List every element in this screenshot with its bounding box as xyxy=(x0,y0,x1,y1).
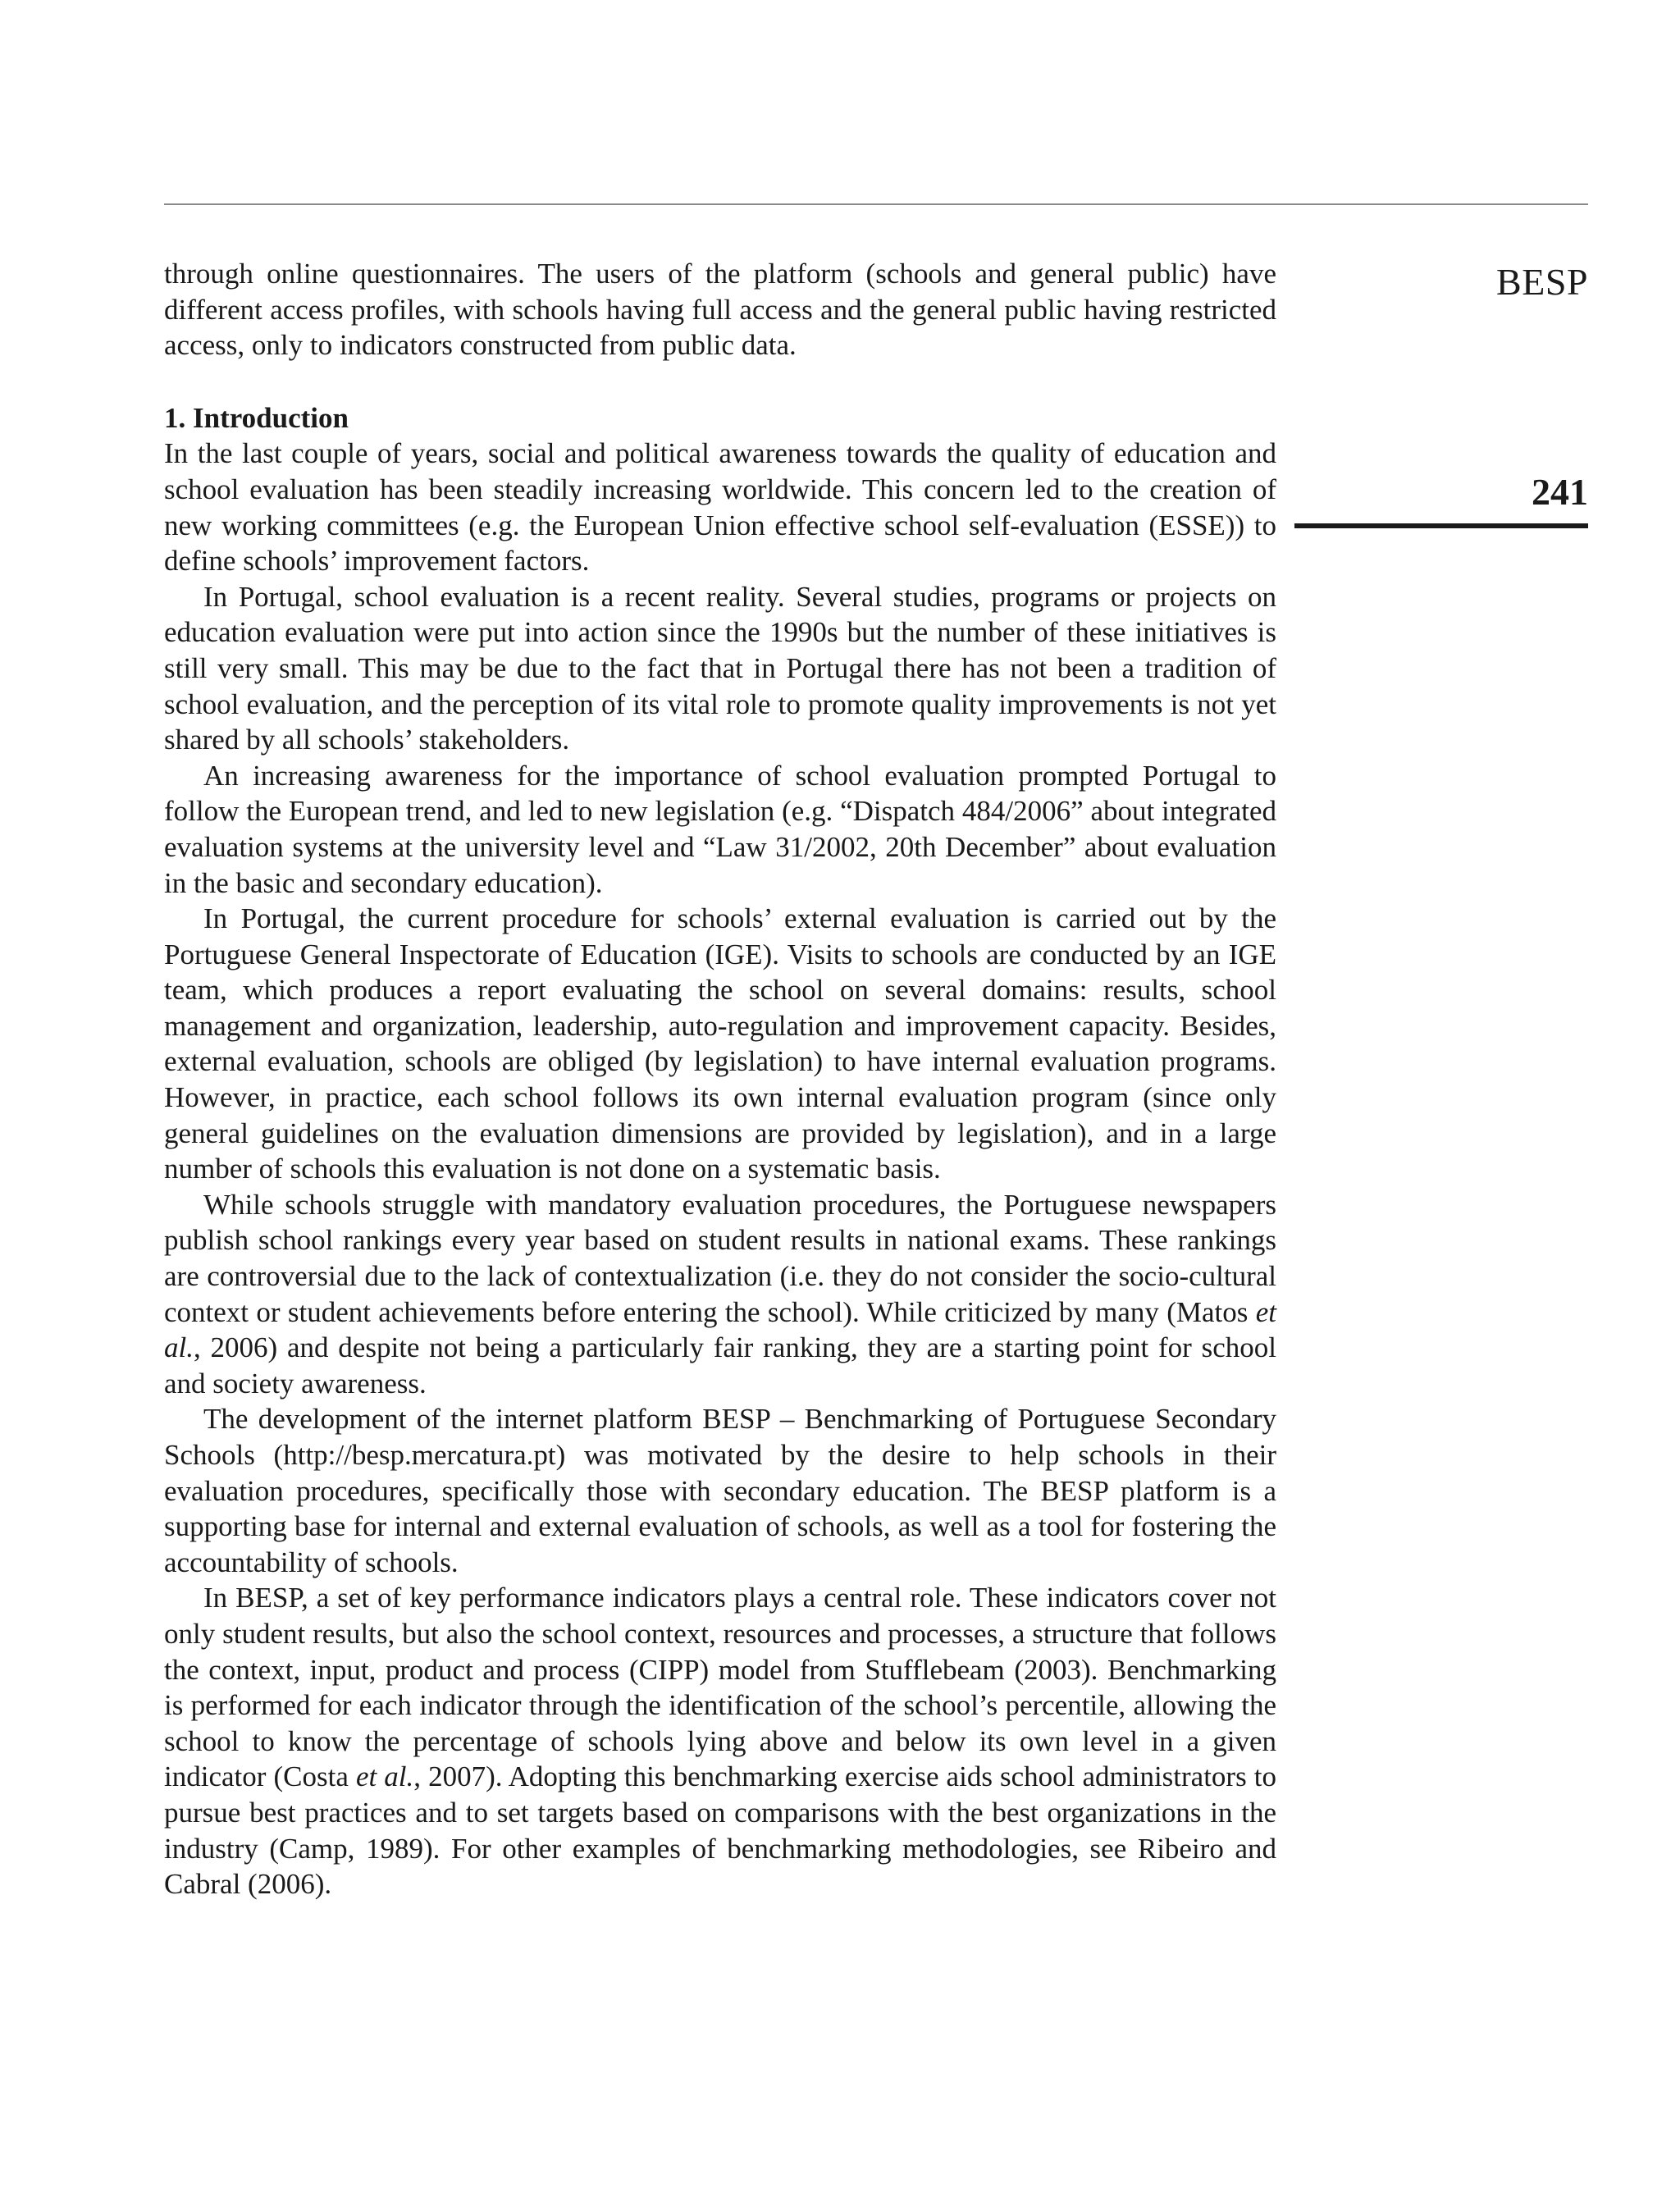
paragraph-2: In Portugal, school evaluation is a recent reality. Several studies, programs or projects on education evaluation were put into action since the 1990s but the number of these initiatives is still very small. This may be due to the fact that in Portugal there has not been a tradition of school evaluation, and the perception of its vital role to promote quality improvements is not yet shared by all schools’ stakeholders. xyxy=(164,580,1276,756)
paragraph-7-text-b: , 2007). Adopting this benchmarking exercise aids school administrators to pursue best practices and to set targets based on comparisons with the best organizations in the industry (Camp, 1989). For other examples of benchmarking methodologies, see Ribeiro and Cabral (2006). xyxy=(164,1760,1277,1901)
opening-paragraph: through online questionnaires. The users of the platform (schools and general public) have different access profiles, with schools having full access and the general public having restricted access, only to indicators constructed from public data. xyxy=(164,258,1276,362)
paragraph-5-text-b: , 2006) and despite not being a particularly fair ranking, they are a starting point for school and society awareness. xyxy=(164,1331,1276,1400)
paragraph-5-citation-etal: et al. xyxy=(164,1295,1276,1364)
paragraph-5-text-a: While schools struggle with mandatory evaluation procedures, the Portuguese newspapers publish school rankings every year based on student results in national exams. These rankings are controversial due to the lack of contextualization (i.e. they do not consider the socio-cultural context or student achievements before entering the school). While criticized by many (Matos xyxy=(164,1188,1276,1328)
paragraph-7 xyxy=(164,1580,1276,1902)
journal-running-head: BESP xyxy=(1496,261,1588,303)
paragraph-4: In Portugal, the current procedure for schools’ external evaluation is carried out by the Portuguese General Inspectorate of Education (IGE). Visits to schools are conducted by an IGE team, which produces a report evaluating the school on several domains: results, school management and organization, leadership, auto-regulation and improvement capacity. Besides, external evaluation, schools are obliged (by legislation) to have internal evaluation programs. However, in practice, each school follows its own internal evaluation program (since only general guidelines on the evaluation dimensions are provided by legislation), and in a large number of schools this evaluation is not done on a systematic basis. xyxy=(164,902,1276,1185)
page-number: 241 xyxy=(1532,471,1588,513)
paragraph-3: An increasing awareness for the importance of school evaluation prompted Portugal to follow the European trend, and led to new legislation (e.g. “Dispatch 484/2006” about integrated evaluation systems at the university level and “Law 31/2002, 20th December” about evaluation in the basic and secondary education). xyxy=(164,759,1276,899)
page-number-rule xyxy=(1294,523,1588,528)
paragraph-7-text-a: In BESP, a set of key performance indicators plays a central role. These indicators cover not only student results, but also the school context, resources and processes, a structure that follows the context, input, product and process (CIPP) model from Stufflebeam (2003). Benchmarking is performed for each indicator through the identification of the school’s percentile, allowing the school to know the percentage of schools lying above and below its own level in a given indicator (Costa xyxy=(164,1582,1276,1793)
paragraph-6: The development of the internet platform BESP – Benchmarking of Portuguese Secondary Schools (http://besp.mercatura.pt) was motivated by the desire to help schools in their evaluation procedures, specifically those with secondary education. The BESP platform is a supporting base for internal and external evaluation of schools, as well as a tool for fostering the accountability of schools. xyxy=(164,1403,1276,1578)
header-rule xyxy=(164,203,1588,205)
main-text-column xyxy=(164,256,1276,1902)
paragraph-7-citation-etal: et al. xyxy=(355,1760,414,1793)
paragraph-1: In the last couple of years, social and political awareness towards the quality of education and school evaluation has been steadily increasing worldwide. This concern led to the creation of new working committees (e.g. the European Union effective school self-evaluation (ESSE)) to define schools’ improvement factors. xyxy=(164,437,1276,578)
section-heading-introduction: 1. Introduction xyxy=(164,401,349,434)
paragraph-5 xyxy=(164,1187,1276,1402)
